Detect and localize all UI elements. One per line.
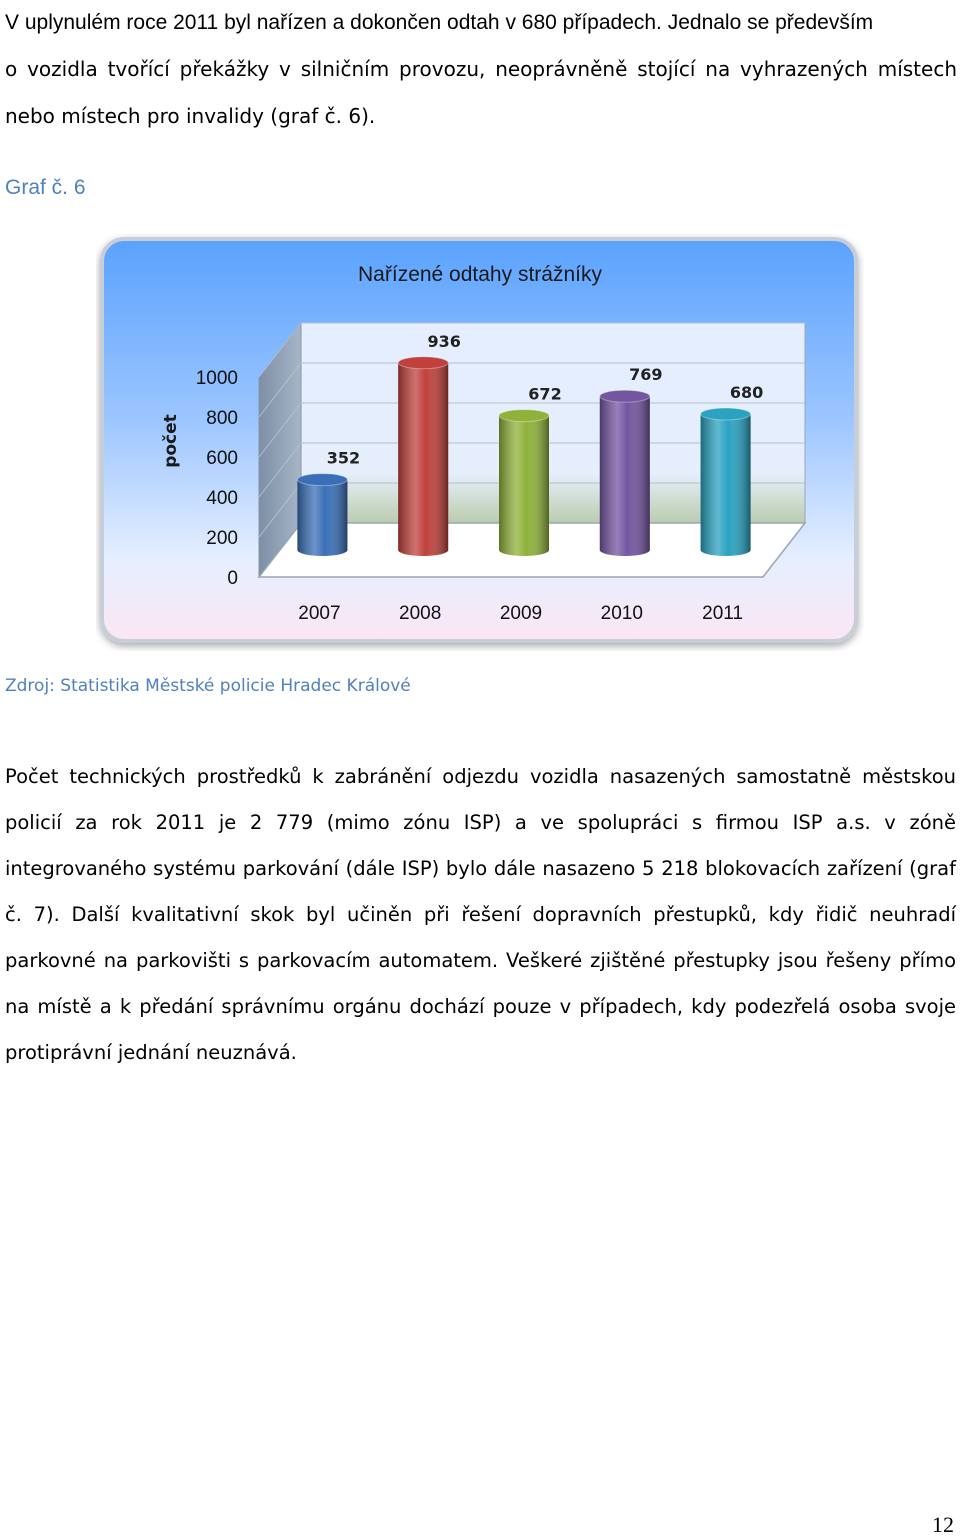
y-tick-label: 600	[206, 448, 238, 469]
bar-shade	[297, 480, 347, 556]
y-tick-label: 400	[206, 488, 238, 509]
y-tick-label: 200	[206, 528, 238, 549]
y-tick-label: 800	[206, 408, 238, 429]
data-label: 672	[528, 384, 562, 404]
figure-caption: Graf č. 6	[5, 176, 86, 199]
data-label: 769	[629, 365, 663, 385]
data-label: 680	[729, 383, 764, 402]
y-tick-label: 1000	[195, 368, 238, 389]
y-axis-label: počet	[161, 414, 181, 468]
bar-shade	[499, 416, 549, 556]
y-tick-label: 0	[227, 568, 238, 589]
data-label: 936	[427, 331, 461, 351]
bar-top	[499, 410, 549, 422]
x-tick-label: 2011	[702, 603, 744, 624]
bar-top	[701, 408, 751, 420]
intro-rest: o vozidla tvořící překážky v silničním provozu, neoprávněně stojící na vyhrazených místech nebo místech pro invalidy (graf č. 6).	[5, 57, 957, 128]
bar-chart	[96, 233, 864, 651]
page-number: 12	[932, 1512, 954, 1537]
chart-frame	[96, 233, 864, 651]
bar-shade	[600, 396, 650, 556]
bar-shade	[398, 363, 448, 556]
intro-line-1: V uplynulém roce 2011 byl nařízen a dokončen odtah v 680 případech. Jednalo se především	[5, 11, 874, 34]
x-tick-label: 2010	[600, 603, 643, 624]
bar-top	[297, 474, 347, 486]
bar-shade	[701, 414, 751, 556]
x-tick-label: 2008	[399, 603, 442, 624]
bar-top	[600, 390, 650, 402]
body-paragraph: Počet technických prostředků k zabránění odjezdu vozidla nasazených samostatně městskou policií za rok 2011 je 2 779 (mimo zónu ISP) a ve spolupráci s firmou ISP a.s. v zóně integrovaného systému parkování (dále ISP) bylo dále nasazeno 5 218 blokovacích zařízení (graf č. 7). Další kvalitativní skok byl učiněn při řešení dopravních přestupků, kdy řidič neuhradí parkovné na parkovišti s parkovacím automatem. Veškeré zjištěné přestupky jsou řešeny přímo na místě a k předání správnímu orgánu dochází pouze v případech, kdy podezřelá osoba svoje protiprávní jednání neuznává.	[5, 765, 956, 1064]
data-label: 352	[326, 448, 361, 468]
bar-top	[398, 357, 448, 369]
intro-paragraph	[5, 0, 957, 140]
x-tick-label: 2007	[298, 603, 341, 624]
x-tick-label: 2009	[499, 603, 543, 624]
chart-title: Nařízené odtahy strážníky	[358, 263, 602, 286]
source-note: Zdroj: Statistika Městské policie Hradec Králové	[5, 676, 411, 696]
